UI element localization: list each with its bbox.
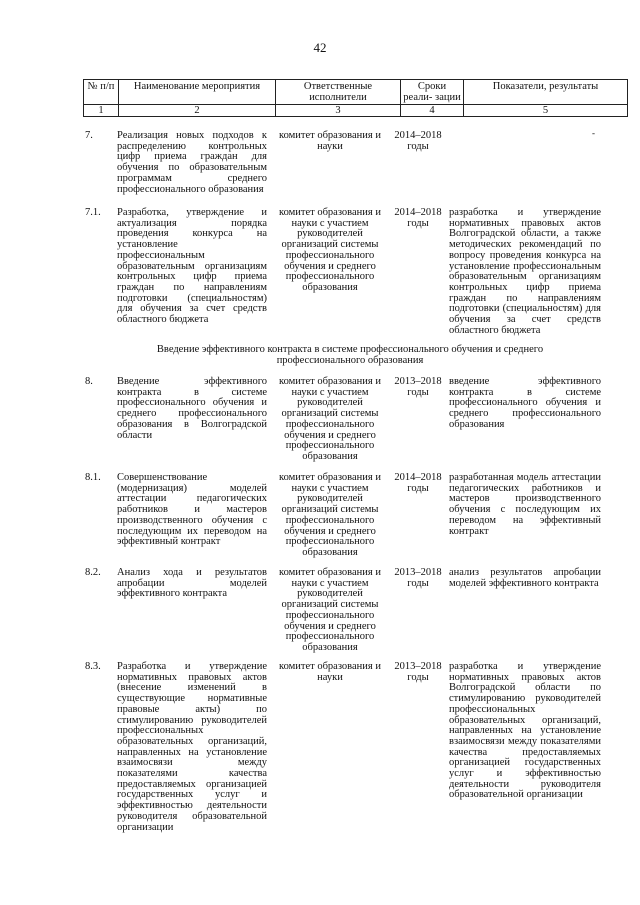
page-number: 42: [313, 40, 327, 55]
row-number: 7.: [85, 130, 93, 141]
row-name: Реализация новых подходов к распределению контрольных цифр приема граждан для обучения по образовательным программам среднего профессионального образования: [117, 130, 267, 195]
row-result: разработанная модель аттестации педагогических работников и мастеров производственного обучения с последующим их переводом на эффективный контракт: [449, 472, 601, 537]
row-executors: комитет образования и науки с участием руководителей организаций системы профессионального обучения и среднего профессионального образования: [279, 472, 381, 558]
col-number: 2: [119, 105, 276, 117]
row-result: введение эффективного контракта в системе профессионального обучения и среднего профессионального образования: [449, 376, 601, 430]
row-term: 2013–2018 годы: [394, 376, 442, 398]
row-number: 8.2.: [85, 567, 101, 578]
row-number: 8.3.: [85, 661, 101, 672]
row-number: 7.1.: [85, 207, 101, 218]
row-executors: комитет образования и науки: [279, 661, 381, 683]
row-term: 2014–2018 годы: [394, 472, 442, 494]
row-name: Разработка и утверждение нормативных правовых актов (внесение изменений в существующие нормативные правовые акты) по стимулированию руководителей профессиональных образовательных организаций, направленных на установление взаимосвязи между показателями качества предоставляемых организацией государственных услуг и эффективностью деятельности руководителя образовательной организации: [117, 661, 267, 833]
row-term: 2014–2018 годы: [394, 207, 442, 229]
table-header: [83, 79, 628, 117]
col-number: 1: [84, 105, 119, 117]
row-executors: комитет образования и науки с участием руководителей организаций системы профессионального обучения и среднего профессионального образования: [279, 376, 381, 462]
row-name: Совершенствование (модернизация) моделей аттестации педагогических работников и мастеров производственного обучения с последующим их переводом на эффективный контракт: [117, 472, 267, 548]
header-name: Наименование мероприятия: [119, 80, 276, 105]
row-executors: комитет образования и науки с участием руководителей организаций системы профессионального обучения и среднего профессионального образования: [279, 207, 381, 293]
row-term: 2014–2018 годы: [394, 130, 442, 152]
row-name: Введение эффективного контракта в системе профессионального обучения и среднего профессионального образования в Волгоградской области: [117, 376, 267, 441]
header-row: [84, 80, 628, 105]
row-term: 2013–2018 годы: [394, 661, 442, 683]
row-number: 8.1.: [85, 472, 101, 483]
col-number: 5: [464, 105, 628, 117]
header-executors: Ответственные исполнители: [276, 80, 401, 105]
row-name: Разработка, утверждение и актуализация порядка проведения конкурса на установление профессиональным образовательным организациям контрольных цифр приема граждан по направлениям подготовки (специальностям) для обучения за счет средств областного бюджета: [117, 207, 267, 326]
section-title: Введение эффективного контракта в системе профессионального обучения и среднего профессионального образования: [156, 344, 544, 366]
header-number-row: [84, 105, 628, 117]
col-number: 4: [401, 105, 464, 117]
col-number: 3: [276, 105, 401, 117]
header-results: Показатели, результаты: [464, 80, 628, 105]
row-executors: комитет образования и науки с участием руководителей организаций системы профессионального обучения и среднего профессионального образования: [279, 567, 381, 653]
row-result: разработка и утверждение нормативных правовых актов Волгоградской области, а также методических рекомендаций по вопросу проведения конкурса на установление профессиональным образовательным организациям контрольных цифр приема граждан по направлениям подготовки (специальностям) для обучения за счет средств областного бюджета: [449, 207, 601, 336]
row-result: разработка и утверждение нормативных правовых актов Волгоградской области по стимулированию руководителей профессиональных образовательных организаций, направленных на установление взаимосвязи между показателями качества предоставляемых организацией государственных услуг и эффективностью деятельности руководителя образовательной организации: [449, 661, 601, 801]
header-num: № п/п: [84, 80, 119, 105]
row-result: анализ результатов апробации моделей эффективного контракта: [449, 567, 601, 589]
row-result-dash: -: [592, 128, 595, 138]
header-term: Сроки реали- зации: [401, 80, 464, 105]
row-executors: комитет образования и науки: [279, 130, 381, 152]
row-term: 2013–2018 годы: [394, 567, 442, 589]
row-name: Анализ хода и результатов апробации моделей эффективного контракта: [117, 567, 267, 600]
row-number: 8.: [85, 376, 93, 387]
